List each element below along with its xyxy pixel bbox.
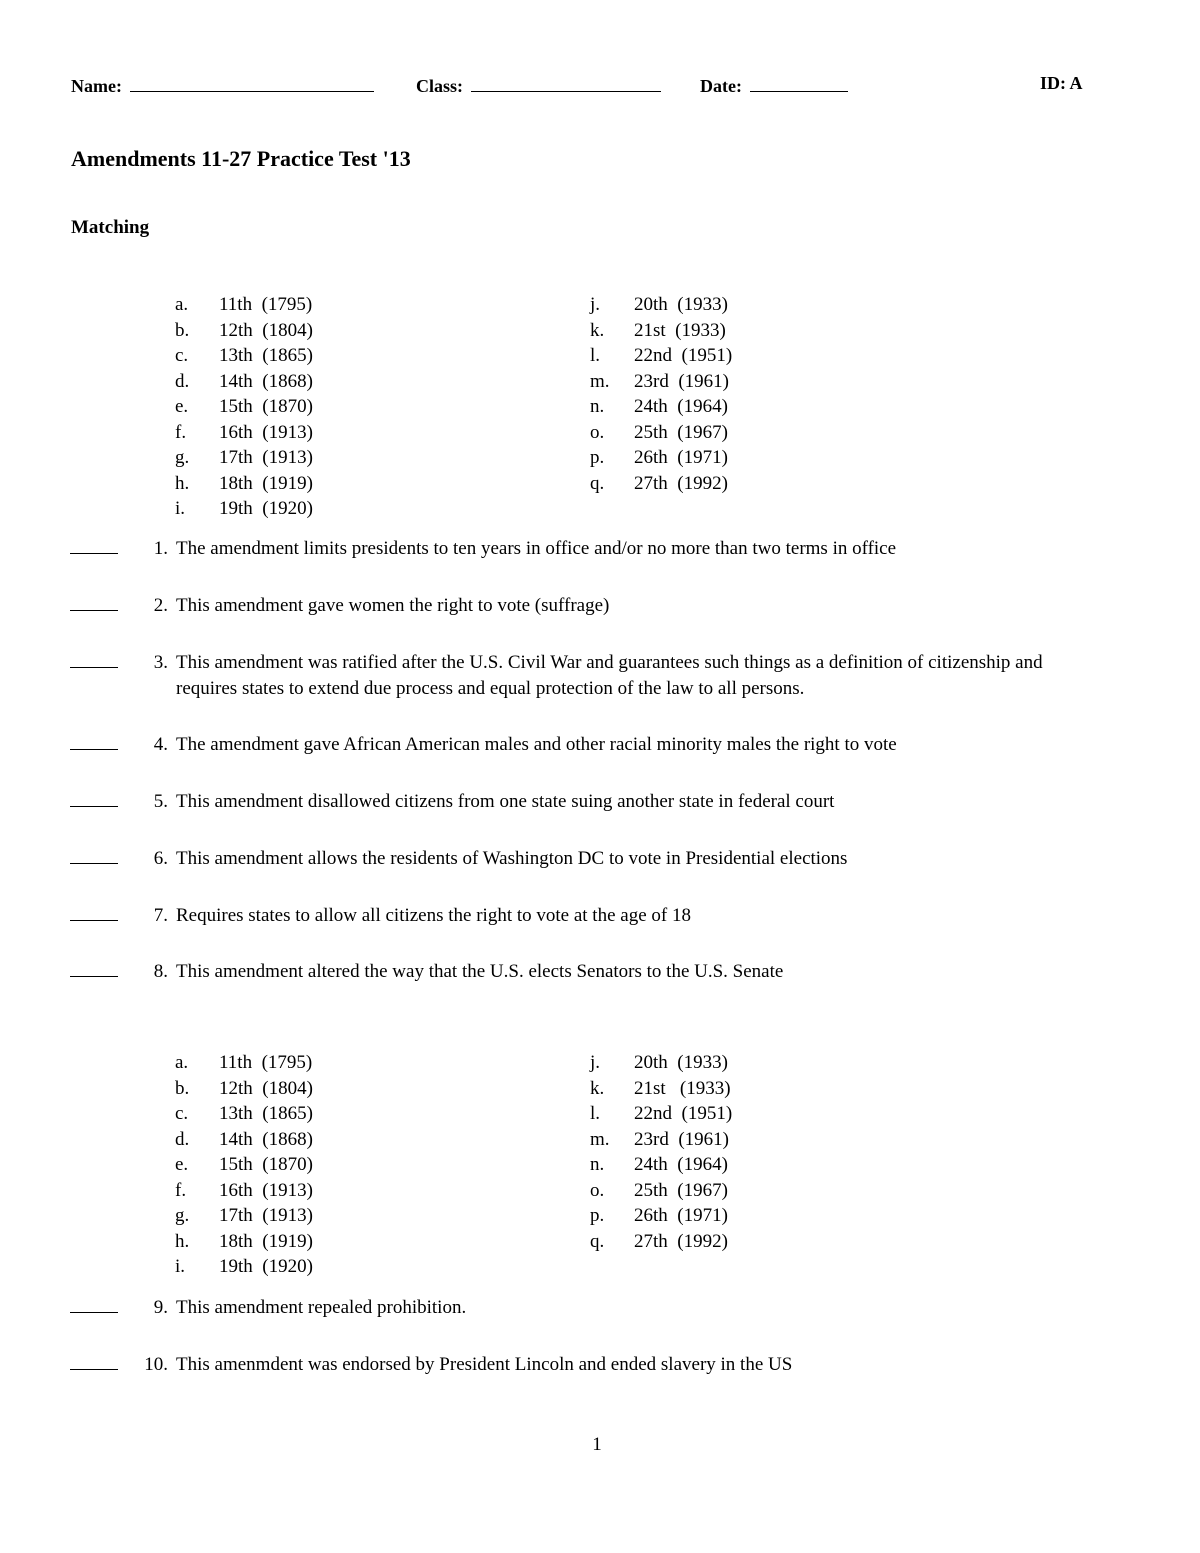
question-10: 10. This amenmdent was endorsed by President Lincoln and ended slavery in the US: [70, 1352, 1076, 1378]
options-right-1: [590, 292, 732, 496]
option-f: f. 16th (1913): [175, 1179, 313, 1201]
class-label: Class:: [416, 76, 464, 96]
option-n: n. 24th (1964): [590, 396, 728, 417]
option-b: b. 12th (1804): [175, 1077, 313, 1099]
option-n: n. 24th (1964): [590, 1154, 728, 1175]
option-g: g. 17th (1913): [175, 1205, 313, 1226]
option-i: i. 19th (1920): [175, 1256, 313, 1277]
option-d: d. 14th (1868): [175, 370, 313, 392]
question-9: 9. This amendment repealed prohibition.: [70, 1295, 1076, 1321]
question-3: 3. This amendment was ratified after the U.S. Civil War and guarantees such things as a definition of citizenship and requires states to extend due process and equal protection of the law to all persons.: [70, 650, 1076, 702]
answer-blank[interactable]: [70, 906, 118, 921]
option-d: d. 14th (1868): [175, 1128, 313, 1150]
option-l: l. 22nd (1951): [590, 1103, 733, 1124]
option-a: a. 11th (1795): [175, 1052, 313, 1073]
name-label: Name:: [71, 76, 122, 96]
answer-blank[interactable]: [70, 539, 118, 554]
option-e: e. 15th (1870): [175, 1154, 313, 1175]
date-blank[interactable]: [750, 73, 848, 92]
option-k: k. 21st (1933): [590, 319, 726, 341]
option-o: o. 25th (1967): [590, 1179, 728, 1201]
option-c: c. 13th (1865): [175, 345, 313, 366]
option-g: g. 17th (1913): [175, 447, 313, 468]
answer-blank[interactable]: [70, 1355, 118, 1370]
class-blank[interactable]: [471, 73, 661, 92]
option-i: i. 19th (1920): [175, 498, 313, 519]
option-e: e. 15th (1870): [175, 396, 313, 417]
option-l: l. 22nd (1951): [590, 345, 733, 366]
option-h: h. 18th (1919): [175, 472, 313, 494]
question-4: 4. The amendment gave African American males and other racial minority males the right to vote: [70, 732, 1076, 758]
option-h: h. 18th (1919): [175, 1230, 313, 1252]
page-title: Amendments 11-27 Practice Test '13: [71, 146, 411, 171]
option-p: p. 26th (1971): [590, 1205, 728, 1226]
question-1: 1. The amendment limits presidents to ten years in office and/or no more than two terms in office: [70, 536, 1076, 562]
answer-blank[interactable]: [70, 962, 118, 977]
options-right-2: [590, 1050, 732, 1254]
question-7: 7. Requires states to allow all citizens the right to vote at the age of 18: [70, 903, 1076, 929]
question-8: 8. This amendment altered the way that the U.S. elects Senators to the U.S. Senate: [70, 959, 1076, 985]
answer-blank[interactable]: [70, 849, 118, 864]
section-heading: Matching: [71, 217, 150, 238]
option-p: p. 26th (1971): [590, 447, 728, 468]
question-6: 6. This amendment allows the residents of Washington DC to vote in Presidential elections: [70, 846, 1076, 872]
id-label: ID: A: [1040, 73, 1083, 93]
options-left-1: [175, 292, 313, 522]
options-left-2: [175, 1050, 313, 1280]
answer-blank[interactable]: [70, 653, 118, 668]
question-2: 2. This amendment gave women the right to vote (suffrage): [70, 593, 1076, 619]
answer-blank[interactable]: [70, 792, 118, 807]
name-field: [71, 73, 374, 97]
date-label: Date:: [700, 76, 742, 96]
page-number: 1: [592, 1434, 602, 1455]
option-b: b. 12th (1804): [175, 319, 313, 341]
answer-blank[interactable]: [70, 735, 118, 750]
option-m: m. 23rd (1961): [590, 1128, 729, 1150]
option-a: a. 11th (1795): [175, 294, 313, 315]
option-j: j. 20th (1933): [590, 1052, 728, 1073]
option-m: m. 23rd (1961): [590, 370, 729, 392]
answer-blank[interactable]: [70, 1298, 118, 1313]
name-blank[interactable]: [130, 73, 374, 92]
option-f: f. 16th (1913): [175, 421, 313, 443]
option-c: c. 13th (1865): [175, 1103, 313, 1124]
question-5: 5. This amendment disallowed citizens from one state suing another state in federal court: [70, 789, 1076, 815]
option-k: k. 21st (1933): [590, 1077, 731, 1099]
option-q: q. 27th (1992): [590, 472, 728, 494]
option-j: j. 20th (1933): [590, 294, 728, 315]
answer-blank[interactable]: [70, 596, 118, 611]
option-q: q. 27th (1992): [590, 1230, 728, 1252]
option-o: o. 25th (1967): [590, 421, 728, 443]
class-field: [416, 73, 661, 97]
date-field: [700, 73, 848, 97]
